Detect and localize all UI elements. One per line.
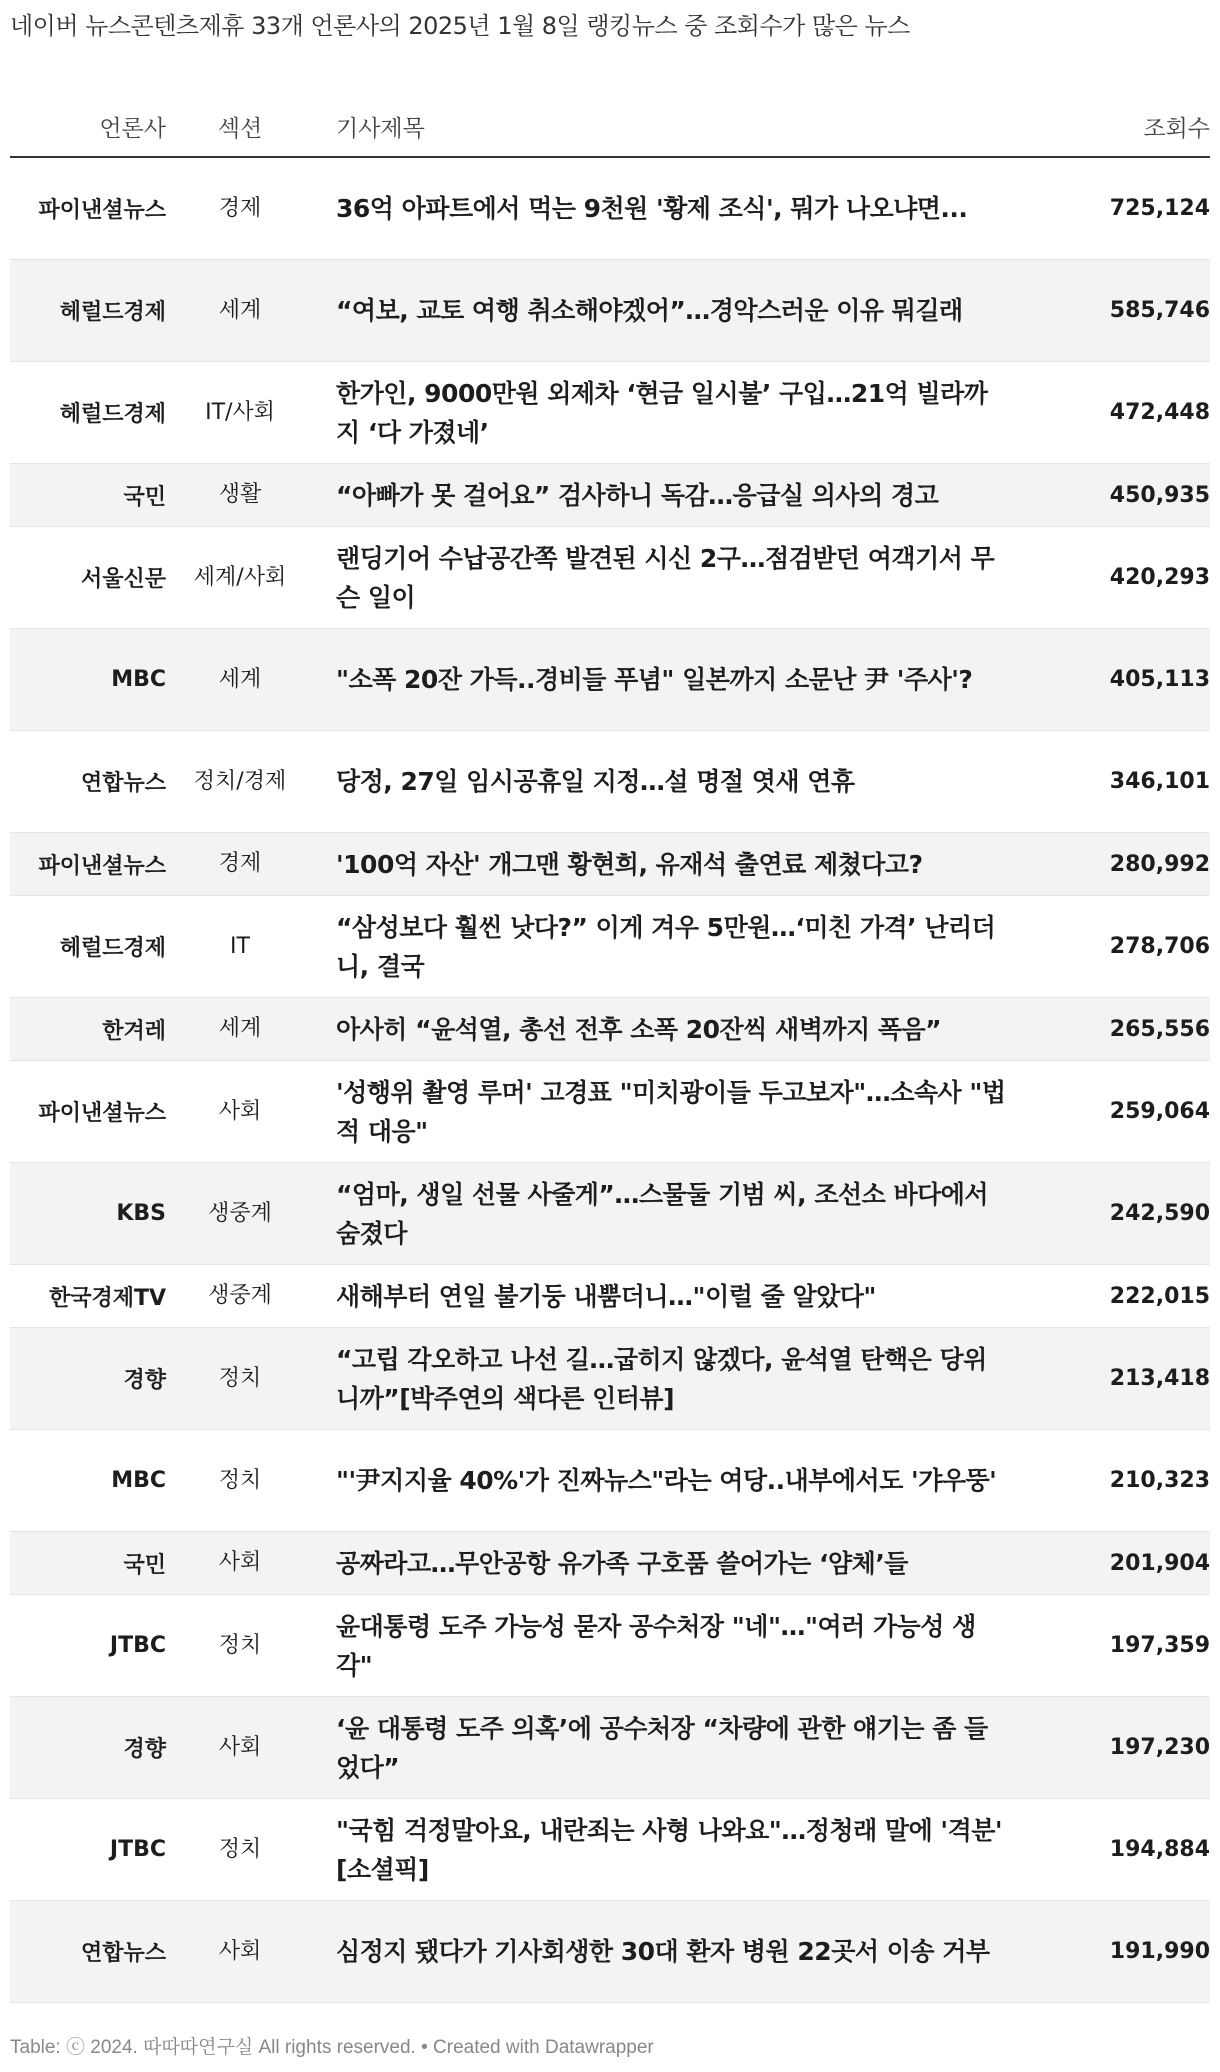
views-cell: 420,293 [1109, 565, 1210, 590]
article-title-cell: 윤대통령 도주 가능성 묻자 공수처장 "네"…"여러 가능성 생각" [336, 1611, 976, 1680]
header-section: 섹션 [217, 115, 263, 142]
article-title-cell: "국힘 걱정말아요, 내란죄는 사형 나와요"…정청래 말에 '격분' [소셜픽] [336, 1815, 1003, 1884]
table-row [10, 896, 1210, 998]
publisher-cell: 서울신문 [80, 567, 166, 592]
views-cell: 194,884 [1109, 1837, 1210, 1862]
publisher-cell: 국민 [123, 1552, 166, 1578]
section-cell: 생중계 [208, 1283, 272, 1308]
views-cell: 222,015 [1109, 1283, 1210, 1309]
section-cell: 세계 [218, 1016, 262, 1041]
table-row [10, 1697, 1210, 1799]
table-row [10, 1430, 1210, 1532]
article-title-cell: “여보, 교토 여행 취소해야겠어”…경악스러운 이유 뭐길래 [336, 296, 963, 325]
section-cell: 정치 [218, 1632, 262, 1658]
ranking-table [10, 96, 1210, 2003]
article-title-cell: 공짜라고…무안공항 유가족 구호품 쓸어가는 ‘얌체’들 [336, 1548, 908, 1578]
article-title-cell: 랜딩기어 수납공간쪽 발견된 시신 2구…점검받던 여객기서 무슨 일이 [336, 543, 995, 612]
views-cell: 725,124 [1109, 196, 1210, 221]
views-cell: 265,556 [1109, 1016, 1210, 1042]
publisher-cell: 헤럴드경제 [59, 936, 166, 961]
section-cell: IT [230, 933, 250, 959]
views-cell: 210,323 [1109, 1468, 1210, 1493]
article-title-cell: ‘윤 대통령 도주 의혹’에 공수처장 “차량에 관한 얘기는 좀 들었다” [336, 1713, 988, 1782]
article-title-cell: '성행위 촬영 루머' 고경표 "미치광이들 두고보자"…소속사 "법적 대응" [336, 1077, 1006, 1146]
section-cell: 세계 [218, 297, 262, 323]
publisher-cell: 연합뉴스 [80, 771, 166, 796]
section-cell: 경제 [218, 195, 262, 221]
publisher-cell: MBC [111, 1468, 166, 1493]
table-row [10, 1061, 1210, 1163]
views-cell: 259,064 [1109, 1099, 1210, 1124]
publisher-cell: MBC [111, 667, 166, 692]
article-title-cell: 한가인, 9000만원 외제차 ‘현금 일시불’ 구입…21억 빌라까지 ‘다 가졌네’ [336, 378, 988, 447]
publisher-cell: 한국경제TV [48, 1285, 166, 1311]
article-title-cell: “삼성보다 훨씬 낫다?” 이게 겨우 5만원…‘미친 가격’ 난리더니, 결국 [336, 912, 996, 981]
table-row [10, 1595, 1210, 1697]
table-row [10, 464, 1210, 527]
header-article: 기사제목 [336, 115, 425, 142]
section-cell: 정치 [218, 1365, 262, 1391]
views-cell: 450,935 [1109, 482, 1210, 508]
views-cell: 213,418 [1109, 1366, 1210, 1391]
section-cell: 세계 [218, 666, 262, 692]
table-row [10, 362, 1210, 464]
publisher-cell: 경향 [123, 1368, 166, 1393]
article-title-cell: “고립 각오하고 나선 길…굽히지 않겠다, 윤석열 탄핵은 당위니까”[박주연의 색다른 인터뷰] [336, 1344, 987, 1413]
section-cell: 생중계 [208, 1200, 272, 1226]
table-row [10, 527, 1210, 629]
section-cell: 정치 [218, 1467, 262, 1493]
table-row [10, 833, 1210, 896]
table-row [10, 1901, 1210, 2003]
section-cell: 사회 [218, 1734, 262, 1760]
table-row [10, 158, 1210, 260]
table-row [10, 629, 1210, 731]
section-cell: 사회 [218, 1938, 262, 1964]
article-title-cell: 심정지 됐다가 기사회생한 30대 환자 병원 22곳서 이송 거부 [336, 1937, 990, 1966]
views-cell: 197,230 [1109, 1735, 1210, 1760]
article-title-cell: '100억 자산' 개그맨 황현희, 유재석 출연료 제쳤다고? [336, 849, 923, 879]
views-cell: 280,992 [1109, 851, 1210, 877]
publisher-cell: 한겨레 [102, 1018, 166, 1044]
table-row [10, 1799, 1210, 1901]
section-cell: 생활 [218, 482, 262, 507]
publisher-cell: 헤럴드경제 [59, 300, 166, 325]
publisher-cell: 헤럴드경제 [59, 402, 166, 427]
chart-title: 네이버 뉴스콘텐츠제휴 33개 언론사의 2025년 1월 8일 랭킹뉴스 중 조회수가 많은 뉴스 [10, 12, 910, 40]
table-row [10, 731, 1210, 833]
views-cell: 191,990 [1109, 1939, 1210, 1964]
article-title-cell: 36억 아파트에서 먹는 9천원 '황제 조식', 뭐가 나오냐면... [336, 194, 968, 223]
section-cell: 정치 [218, 1836, 262, 1862]
publisher-cell: 파이낸셜뉴스 [38, 853, 166, 879]
article-title-cell: "'尹지지율 40%'가 진짜뉴스"라는 여당..내부에서도 '갸우뚱' [336, 1466, 997, 1495]
table-row [10, 260, 1210, 362]
section-cell: 경제 [218, 851, 262, 876]
section-cell: 세계/사회 [193, 564, 287, 590]
views-cell: 346,101 [1109, 769, 1210, 794]
views-cell: 472,448 [1109, 400, 1210, 425]
publisher-cell: 파이낸셜뉴스 [38, 198, 166, 223]
publisher-cell: 파이낸셜뉴스 [38, 1101, 166, 1126]
table-row [10, 1328, 1210, 1430]
article-title-cell: “아빠가 못 걸어요” 검사하니 독감…응급실 의사의 경고 [336, 480, 939, 510]
table-row [10, 1265, 1210, 1328]
table-header [10, 96, 1210, 158]
views-cell: 278,706 [1109, 934, 1210, 959]
views-cell: 585,746 [1109, 298, 1210, 323]
header-views: 조회수 [1143, 115, 1210, 142]
section-cell: 사회 [218, 1098, 262, 1124]
publisher-cell: JTBC [109, 1633, 166, 1658]
section-cell: IT/사회 [205, 399, 275, 425]
section-cell: 정치/경제 [193, 768, 287, 794]
views-cell: 201,904 [1109, 1550, 1210, 1576]
views-cell: 197,359 [1109, 1633, 1210, 1658]
article-title-cell: “엄마, 생일 선물 사줄게”…스물둘 기범 씨, 조선소 바다에서 숨졌다 [336, 1179, 989, 1248]
table-row [10, 998, 1210, 1061]
article-title-cell: 아사히 “윤석열, 총선 전후 소폭 20잔씩 새벽까지 폭음” [336, 1014, 942, 1044]
header-publisher: 언론사 [99, 115, 166, 142]
publisher-cell: 국민 [123, 484, 166, 510]
article-title-cell: 새해부터 연일 불기둥 내뿜더니…"이럴 줄 알았다" [336, 1281, 876, 1311]
section-cell: 사회 [218, 1550, 262, 1575]
article-title-cell: 당정, 27일 임시공휴일 지정…설 명절 엿새 연휴 [336, 767, 855, 796]
publisher-cell: 연합뉴스 [80, 1941, 166, 1966]
views-cell: 242,590 [1109, 1201, 1210, 1226]
publisher-cell: JTBC [109, 1837, 166, 1862]
publisher-cell: 경향 [123, 1737, 166, 1762]
article-title-cell: "소폭 20잔 가득..경비들 푸념" 일본까지 소문난 尹 '주사'? [336, 665, 973, 694]
publisher-cell: KBS [116, 1201, 166, 1226]
table-footer-credit: Table: ⓒ 2024. 따따따연구실 All rights reserved. • Created with Datawrapper [10, 2037, 654, 2058]
table-row [10, 1163, 1210, 1265]
table-row [10, 1532, 1210, 1595]
views-cell: 405,113 [1109, 667, 1210, 692]
